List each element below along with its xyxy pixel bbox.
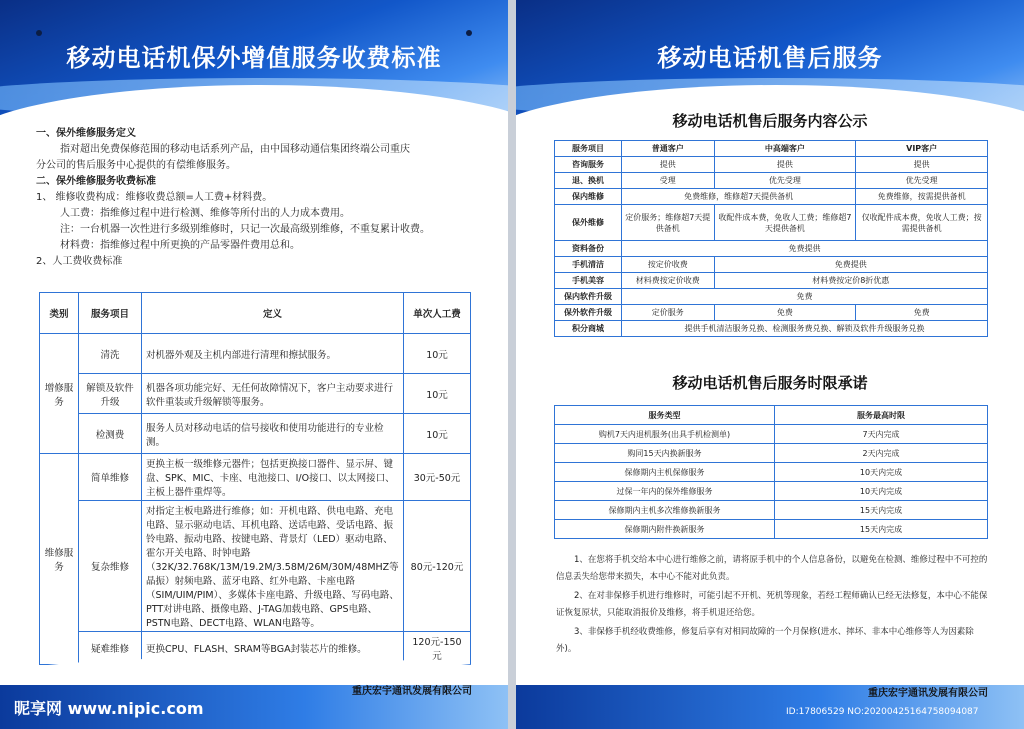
- cell: 提供: [714, 157, 856, 173]
- cell: 材料费按定价收费: [622, 273, 715, 289]
- cell: 免费: [622, 289, 988, 305]
- service-fee: 80元-120元: [404, 501, 471, 632]
- cell: 仅收配件成本费，免收人工费；按需提供备机: [856, 205, 988, 241]
- service-fee: 10元: [404, 374, 471, 414]
- cell: 保修期内主机保修服务: [555, 463, 775, 482]
- row-label: 保外软件升级: [555, 305, 622, 321]
- row-label: 手机美容: [555, 273, 622, 289]
- category-cell: 增修服务: [40, 334, 79, 454]
- cell: 15天内完成: [775, 501, 988, 520]
- service-definition: 更换CPU、FLASH、SRAM等BGA封装芯片的维修。: [142, 632, 404, 665]
- intro-text: [36, 126, 476, 270]
- note-item: 1、在您将手机交给本中心进行维修之前，请将原手机中的个人信息备份，以避免在检测、维修过程中不可控的信息丢失给您带来损失，本中心不能对此负责。: [556, 555, 988, 582]
- col-header: 单次人工费: [404, 293, 471, 334]
- category-cell: 维修服务: [40, 454, 79, 665]
- col-header: 服务类型: [555, 406, 775, 425]
- cell: 定价服务: [622, 305, 715, 321]
- cell: 免费提供: [714, 257, 987, 273]
- cell: 免费提供: [622, 241, 988, 257]
- cell: 收配件成本费，免收人工费；维修超7天提供备机: [714, 205, 856, 241]
- service-item: 简单维修: [79, 454, 142, 501]
- service-definition: 更换主板一级维修元器件；包括更换接口器件、显示屏、键盘、SPK、MIC、卡座、电池接口、I/O接口、以太网接口、主板上器件重焊等。: [142, 454, 404, 501]
- company-name: 重庆宏宇通讯发展有限公司: [352, 686, 472, 697]
- col-header: 服务最高时限: [775, 406, 988, 425]
- section-heading: 一、保外维修服务定义: [36, 128, 136, 139]
- row-label: 保内软件升级: [555, 289, 622, 305]
- notes: [556, 552, 988, 660]
- service-fee: 30元-50元: [404, 454, 471, 501]
- cell: 过保一年内的保外维修服务: [555, 482, 775, 501]
- cell: 免费: [714, 305, 856, 321]
- cell: 优先受理: [856, 173, 988, 189]
- cell: 免费维修，维修超7天提供备机: [622, 189, 856, 205]
- section-heading: 二、保外维修服务收费标准: [36, 176, 156, 187]
- service-fee: 10元: [404, 334, 471, 374]
- service-item: 清洗: [79, 334, 142, 374]
- page-title: 移动电话机售后服务: [657, 44, 883, 72]
- col-header: 定义: [142, 293, 404, 334]
- paragraph: 2、人工费收费标准: [36, 256, 123, 267]
- cell: 提供: [622, 157, 715, 173]
- watermark: ID:17806529 NO:20200425164758094087: [786, 707, 979, 717]
- cell: 保修期内主机多次维修换新服务: [555, 501, 775, 520]
- col-header: VIP客户: [856, 141, 988, 157]
- cell: 定价服务；维修超7天提供备机: [622, 205, 715, 241]
- paragraph: 指对超出免费保修范围的移动电话系列产品，由中国移动通信集团终端公司重庆: [60, 144, 410, 155]
- service-item: 检测费: [79, 414, 142, 454]
- pin-dot: [466, 30, 472, 36]
- cell: 保修期内附件换新服务: [555, 520, 775, 539]
- row-label: 资料备份: [555, 241, 622, 257]
- cell: 提供手机清洁服务兑换、检测服务费兑换、解锁及软件升级服务兑换: [622, 321, 988, 337]
- cell: 10天内完成: [775, 482, 988, 501]
- cell: 10天内完成: [775, 463, 988, 482]
- service-definition: 对指定主板电路进行维修；如：开机电路、供电电路、充电电路、显示驱动电话、耳机电路、送话电路、受话电路、振铃电路、振动电路、按键电路、背景灯（LED）驱动电路、霍尔开关电路、时钟电路（32K/32.768K/13M/19.2M/3.58M/26M/30M/48MHZ等晶振）射频电路、蓝牙电路、红外电路、卡座电路（SIM/UIM/PIM）、多媒体卡座电路、升级电路、写码电路、PTT对讲电路、摄像电路、J-TAG加载电路、GPS电路、PSTN电路、DECT电路、WLAN电路等。: [142, 501, 404, 632]
- service-fee: 120元-150元: [404, 632, 471, 665]
- service-definition: 对机器外观及主机内部进行清理和擦拭服务。: [142, 334, 404, 374]
- company-name: 重庆宏宇通讯发展有限公司: [868, 688, 988, 699]
- service-definition: 服务人员对移动电话的信号接收和使用功能进行的专业检测。: [142, 414, 404, 454]
- cell: 15天内完成: [775, 520, 988, 539]
- section-title: 移动电话机售后服务时限承诺: [672, 374, 868, 392]
- time-limit-table: [554, 405, 988, 539]
- col-header: 中高端客户: [714, 141, 856, 157]
- cell: 受理: [622, 173, 715, 189]
- cell: 材料费按定价8折优惠: [714, 273, 987, 289]
- cell: 免费: [856, 305, 988, 321]
- cell: 7天内完成: [775, 425, 988, 444]
- note-item: 2、在对非保修手机进行维修时，可能引起不开机、死机等现象，若经工程师确认已经无法修复，本中心不能保证恢复原状，只能取消报价及维修，将手机退还给您。: [556, 591, 988, 618]
- section-title: 移动电话机售后服务内容公示: [672, 112, 868, 130]
- cell: 购同15天内换新服务: [555, 444, 775, 463]
- watermark: 昵享网 www.nipic.com: [14, 699, 204, 718]
- page-title: 移动电话机保外增值服务收费标准: [66, 44, 442, 72]
- fee-table: [39, 292, 471, 665]
- left-poster: [0, 0, 508, 729]
- row-label: 退、换机: [555, 173, 622, 189]
- service-fee: 10元: [404, 414, 471, 454]
- paragraph: 注：一台机器一次性进行多级别维修时，只记一次最高级别维修，不重复累计收费。: [60, 224, 430, 235]
- paragraph: 1、 维修收费构成：维修收费总额=人工费+材料费。: [36, 192, 273, 203]
- cell: 购机7天内退机服务(出具手机检测单): [555, 425, 775, 444]
- service-definition: 机器各项功能完好、无任何故障情况下，客户主动要求进行软件重装或升级解锁等服务。: [142, 374, 404, 414]
- paragraph: 材料费：指维修过程中所更换的产品零器件费用总和。: [60, 240, 300, 251]
- pin-dot: [36, 30, 42, 36]
- service-item: 解锁及软件升级: [79, 374, 142, 414]
- cell: 免费维修，按需提供备机: [856, 189, 988, 205]
- service-content-table: [554, 140, 988, 337]
- row-label: 保内维修: [555, 189, 622, 205]
- service-item: 疑难维修: [79, 632, 142, 665]
- note-item: 3、非保修手机经收费维修，修复后享有对相同故障的一个月保修(进水、摔坏、非本中心维修等人为因素除外)。: [556, 627, 974, 654]
- paragraph: 人工费：指维修过程中进行检测、维修等所付出的人力成本费用。: [60, 208, 350, 219]
- row-label: 保外维修: [555, 205, 622, 241]
- col-header: 服务项目: [79, 293, 142, 334]
- row-label: 积分商城: [555, 321, 622, 337]
- paragraph: 分公司的售后服务中心提供的有偿维修服务。: [36, 160, 236, 171]
- row-label: 咨询服务: [555, 157, 622, 173]
- cell: 提供: [856, 157, 988, 173]
- col-header: 类别: [40, 293, 79, 334]
- row-label: 手机清洁: [555, 257, 622, 273]
- right-poster: [516, 0, 1024, 729]
- service-item: 复杂维修: [79, 501, 142, 632]
- col-header: 服务项目: [555, 141, 622, 157]
- cell: 优先受理: [714, 173, 856, 189]
- cell: 2天内完成: [775, 444, 988, 463]
- cell: 按定价收费: [622, 257, 715, 273]
- col-header: 普通客户: [622, 141, 715, 157]
